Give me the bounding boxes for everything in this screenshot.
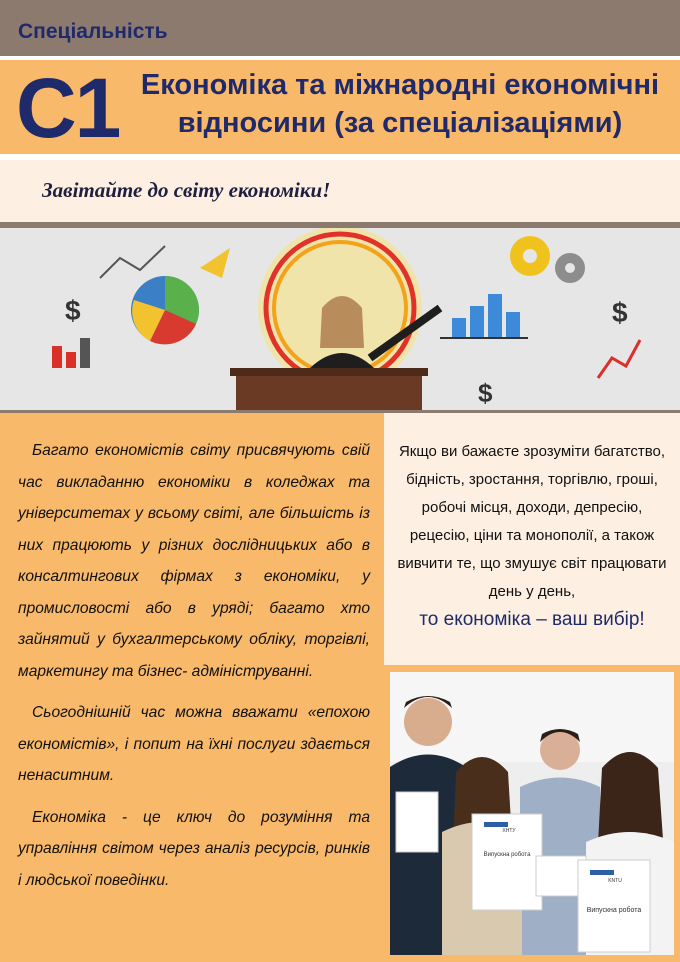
header-label: Спеціальність bbox=[18, 20, 168, 43]
specialty-code: C1 bbox=[16, 61, 120, 155]
logo-text: KNTU bbox=[608, 878, 622, 884]
podium bbox=[236, 374, 422, 412]
logo-text: ХНТУ bbox=[502, 828, 516, 834]
left-column-text bbox=[18, 435, 370, 906]
paragraph: Економіка - це ключ до розуміння та управління світом через аналіз ресурсів, ринків і людської поведінки. bbox=[18, 808, 370, 889]
paragraph: Сьогоднішній час можна вважати «епохою економістів», і попит на їхні послуги здається ненаситним. bbox=[18, 704, 370, 784]
header-bar bbox=[0, 0, 680, 56]
dollar-icon: $ bbox=[612, 297, 628, 328]
slogan: Завітайте до світу економіки! bbox=[42, 178, 331, 202]
dollar-icon: $ bbox=[478, 378, 493, 408]
specialty-title-line2: відносини (за спеціалізаціями) bbox=[177, 107, 623, 139]
right-info-text bbox=[392, 438, 672, 634]
document-title: Випускна робота bbox=[586, 907, 642, 914]
specialty-title bbox=[120, 66, 680, 142]
specialty-title-line1: Економіка та міжнародні економічні bbox=[140, 69, 660, 101]
graduates-photo bbox=[390, 672, 674, 955]
dollar-icon: $ bbox=[65, 295, 81, 326]
choice-callout: то економіка – ваш вибір! bbox=[419, 609, 645, 630]
paragraph: Багато економістів світу присвячують свій час викладанню економіки в коледжах та університетах у всьому світі, але більшість із них працюють у різних дослідницьких або в консалтингових фірмах з економіки, у промисловості або в уряді; багато хто зайнятий у бухгалтерському обліку, торгівлі, маркетингу та бізнес- адмініструванні. bbox=[18, 442, 370, 680]
info-paragraph: Якщо ви бажаєте зрозуміти багатство, бідність, зростання, торгівлю, гроші, робочі місця, доходи, депресію, рецесію, ціни та монополії, а також вивчити те, що змушує світ працювати день у день, bbox=[397, 443, 667, 600]
pie-chart-icon bbox=[131, 276, 199, 344]
hero-image bbox=[0, 228, 680, 412]
document-title: Випускна робота bbox=[483, 852, 531, 858]
